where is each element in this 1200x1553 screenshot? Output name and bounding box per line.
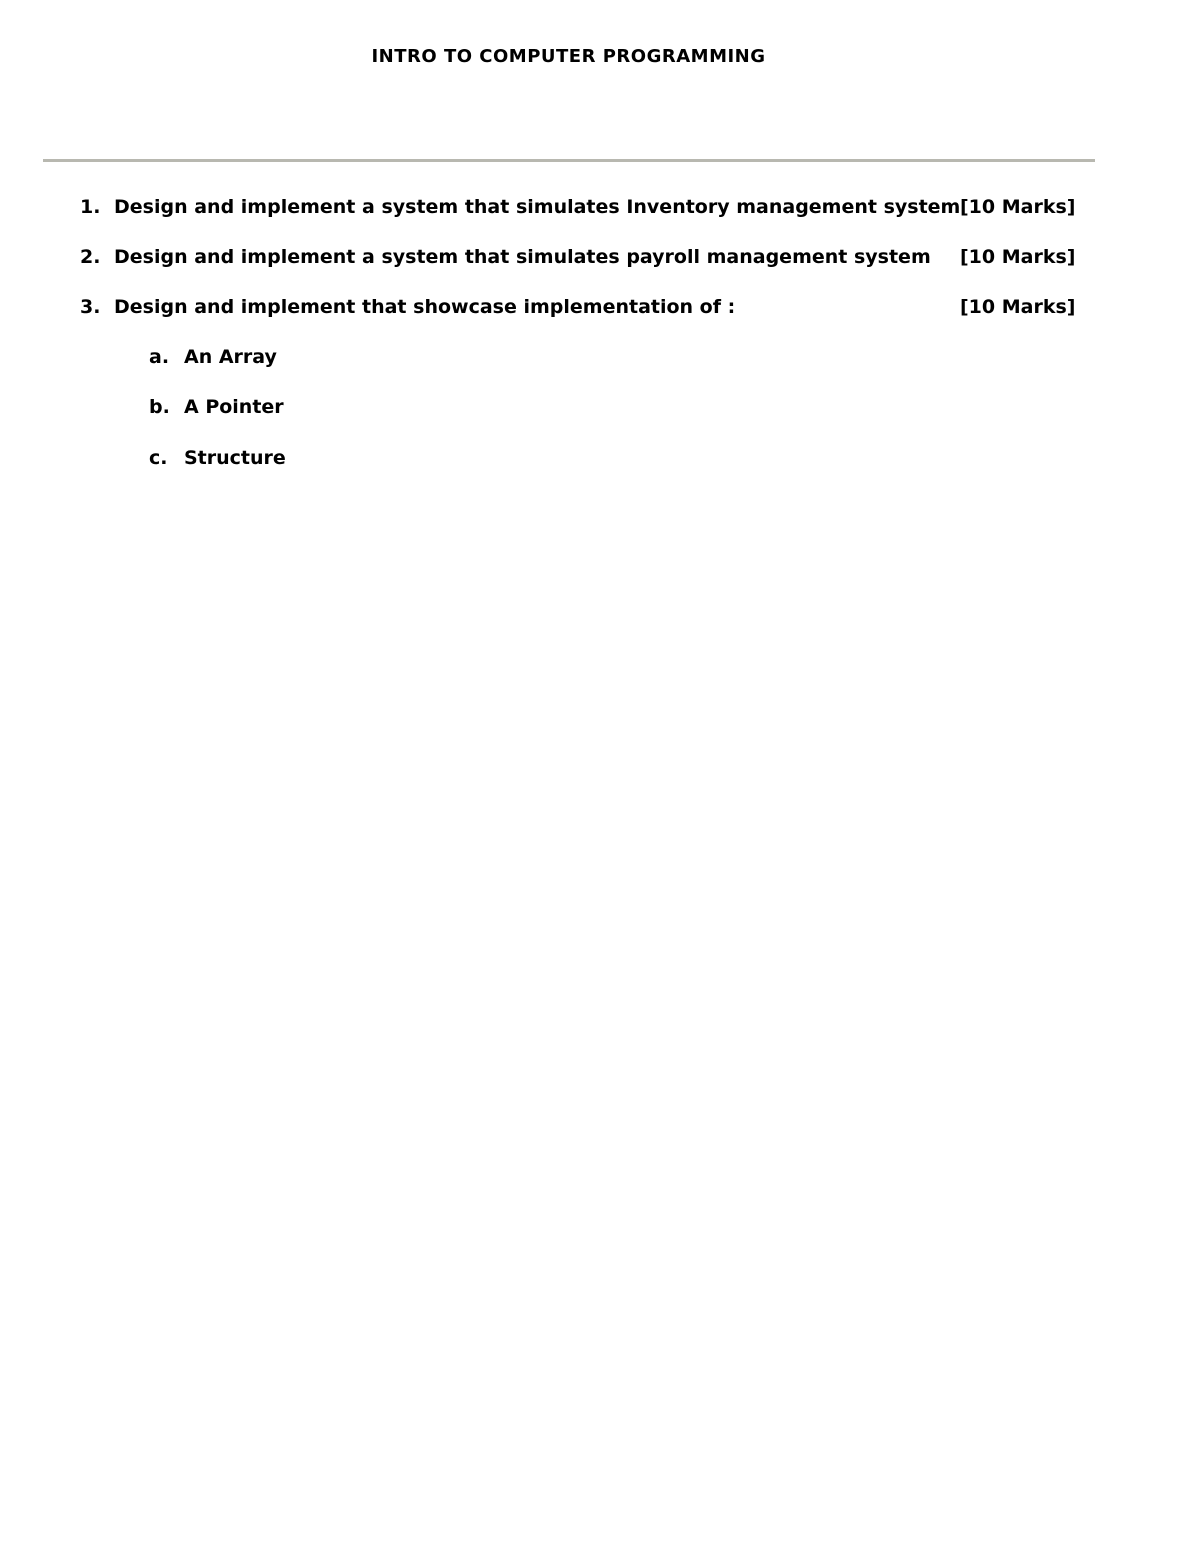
question-3: [0, 296, 1200, 324]
question-marks: [10 Marks]: [960, 196, 1076, 218]
question-number: 3.: [80, 296, 101, 318]
subitem-c: [0, 447, 1200, 475]
subitem-letter: c.: [149, 447, 168, 469]
question-number: 2.: [80, 246, 101, 268]
subitem-text: An Array: [184, 346, 277, 368]
subitem-b: [0, 396, 1200, 424]
question-number: 1.: [80, 196, 101, 218]
question-text: Design and implement that showcase implementation of :: [114, 296, 736, 318]
subitem-letter: a.: [149, 346, 170, 368]
question-marks: [10 Marks]: [960, 296, 1076, 318]
subitem-text: Structure: [184, 447, 286, 469]
question-text: Design and implement a system that simulates Inventory management system: [114, 196, 961, 218]
title-divider: [43, 159, 1095, 162]
subitem-letter: b.: [149, 396, 170, 418]
question-text: Design and implement a system that simulates payroll management system: [114, 246, 931, 268]
subitem-a: [0, 346, 1200, 374]
question-2: [0, 246, 1200, 274]
question-marks: [10 Marks]: [960, 246, 1076, 268]
question-1: [0, 196, 1200, 224]
subitem-text: A Pointer: [184, 396, 284, 418]
document-title: INTRO TO COMPUTER PROGRAMMING: [371, 46, 766, 67]
